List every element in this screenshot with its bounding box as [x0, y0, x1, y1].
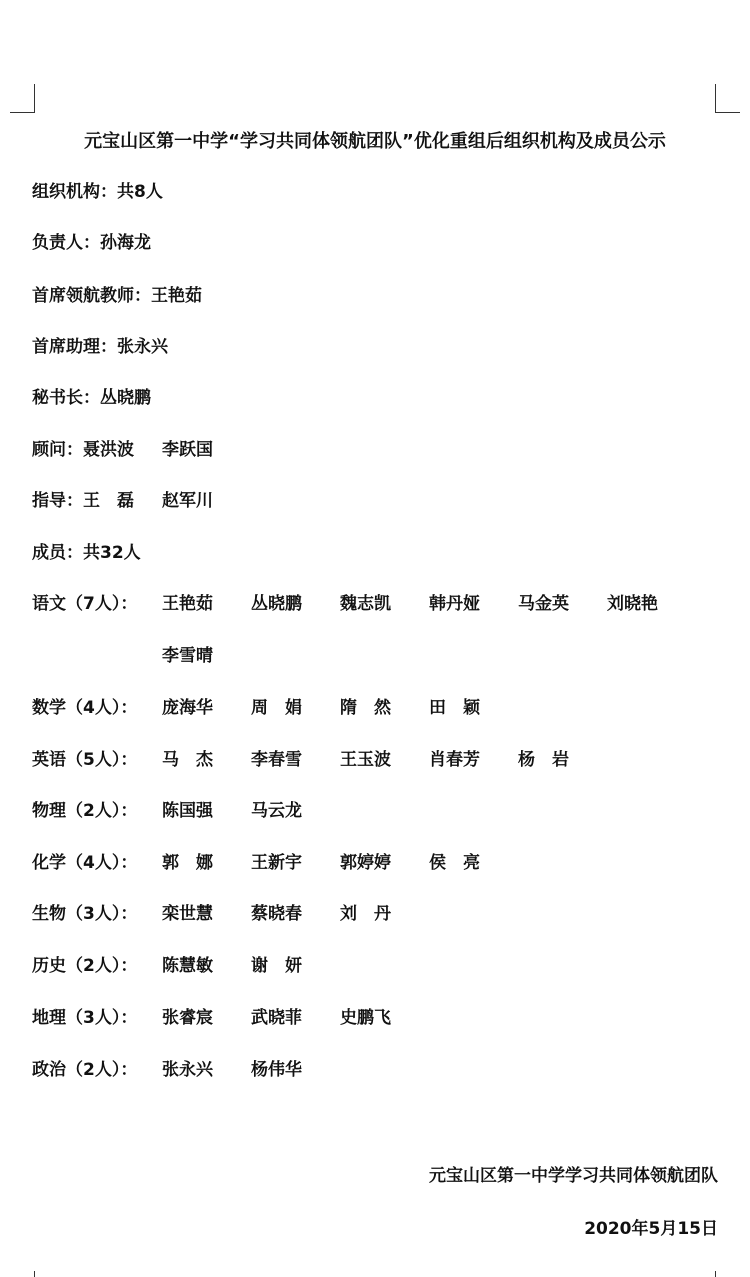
- subject-english: [32, 748, 722, 772]
- subject-politics: [32, 1058, 722, 1082]
- member-name: 马金英: [518, 594, 569, 614]
- info-value: 张永兴: [117, 337, 168, 357]
- info-value: 共8人: [117, 182, 163, 202]
- member-name: 王玉波: [340, 750, 391, 770]
- member-name: 李雪晴: [162, 646, 213, 666]
- subject-history: [32, 954, 722, 978]
- member-name: 周 娟: [251, 698, 302, 718]
- subject-math: [32, 696, 722, 720]
- info-label: 指导：: [32, 491, 83, 511]
- subject-chemistry: [32, 851, 722, 875]
- member-name: 马云龙: [251, 801, 302, 821]
- info-value: 李跃国: [162, 440, 213, 460]
- member-name: 谢 妍: [251, 956, 302, 976]
- member-name: 郭 娜: [162, 853, 213, 873]
- info-value: 赵军川: [162, 491, 213, 511]
- info-label: 首席领航教师：: [32, 286, 151, 306]
- subject-physics: [32, 799, 722, 823]
- info-line-secretary-general: [32, 386, 179, 410]
- info-value: 聂洪波: [83, 440, 134, 460]
- document-title: 元宝山区第一中学“学习共同体领航团队”优化重组后组织机构及成员公示: [84, 131, 666, 152]
- member-name: 史鹏飞: [340, 1008, 391, 1028]
- member-name: 田 颖: [429, 698, 480, 718]
- info-line-organization: [32, 180, 191, 204]
- member-name: 侯 亮: [429, 853, 480, 873]
- subject-label: 数学（4人）：: [32, 698, 138, 718]
- member-name: 王艳茹: [162, 594, 213, 614]
- subject-label: 化学（4人）：: [32, 853, 138, 873]
- info-label: 首席助理：: [32, 337, 117, 357]
- member-name: 杨伟华: [251, 1060, 302, 1080]
- member-name: 肖春芳: [429, 750, 480, 770]
- info-value: 王艳茹: [151, 286, 202, 306]
- member-name: 陈国强: [162, 801, 213, 821]
- info-label: 成员：: [32, 543, 83, 563]
- info-line-members-total: [32, 541, 169, 565]
- subject-label: 英语（5人）：: [32, 750, 138, 770]
- member-name: 丛晓鹏: [251, 594, 302, 614]
- member-name: 庞海华: [162, 698, 213, 718]
- member-name: 武晓菲: [251, 1008, 302, 1028]
- info-label: 秘书长：: [32, 388, 100, 408]
- member-name: 李春雪: [251, 750, 302, 770]
- info-value: 王 磊: [83, 491, 134, 511]
- info-line-advisors: [32, 438, 241, 462]
- info-label: 组织机构：: [32, 182, 117, 202]
- info-line-leader: [32, 231, 179, 255]
- member-name: 张睿宸: [162, 1008, 213, 1028]
- info-line-chief-teacher: [32, 284, 230, 308]
- subject-label: 历史（2人）：: [32, 956, 138, 976]
- info-label: 顾问：: [32, 440, 83, 460]
- subject-biology: [32, 902, 722, 926]
- info-value: 孙海龙: [100, 233, 151, 253]
- member-name: 刘 丹: [340, 904, 391, 924]
- member-name: 王新宇: [251, 853, 302, 873]
- subject-chinese: [32, 592, 722, 668]
- member-name: 陈慧敏: [162, 956, 213, 976]
- subject-label: 语文（7人）：: [32, 594, 138, 614]
- member-name: 栾世慧: [162, 904, 213, 924]
- member-name: 刘晓艳: [607, 594, 658, 614]
- info-value: 丛晓鹏: [100, 388, 151, 408]
- info-value: 共32人: [83, 543, 141, 563]
- info-line-guidance: [32, 489, 241, 513]
- footer-date: 2020年5月15日: [584, 1219, 718, 1239]
- member-name: 韩丹娅: [429, 594, 480, 614]
- member-name: 蔡晓春: [251, 904, 302, 924]
- footer-organization: 元宝山区第一中学学习共同体领航团队: [429, 1166, 718, 1186]
- member-name: 郭婷婷: [340, 853, 391, 873]
- subject-label: 物理（2人）：: [32, 801, 138, 821]
- subject-label: 政治（2人）：: [32, 1060, 138, 1080]
- member-name: 马 杰: [162, 750, 213, 770]
- subject-label: 生物（3人）：: [32, 904, 138, 924]
- member-name: 隋 然: [340, 698, 391, 718]
- subject-label: 地理（3人）：: [32, 1008, 138, 1028]
- subject-geography: [32, 1006, 722, 1030]
- info-line-chief-assistant: [32, 335, 196, 359]
- info-label: 负责人：: [32, 233, 100, 253]
- member-name: 杨 岩: [518, 750, 569, 770]
- member-name: 张永兴: [162, 1060, 213, 1080]
- member-name: 魏志凯: [340, 594, 391, 614]
